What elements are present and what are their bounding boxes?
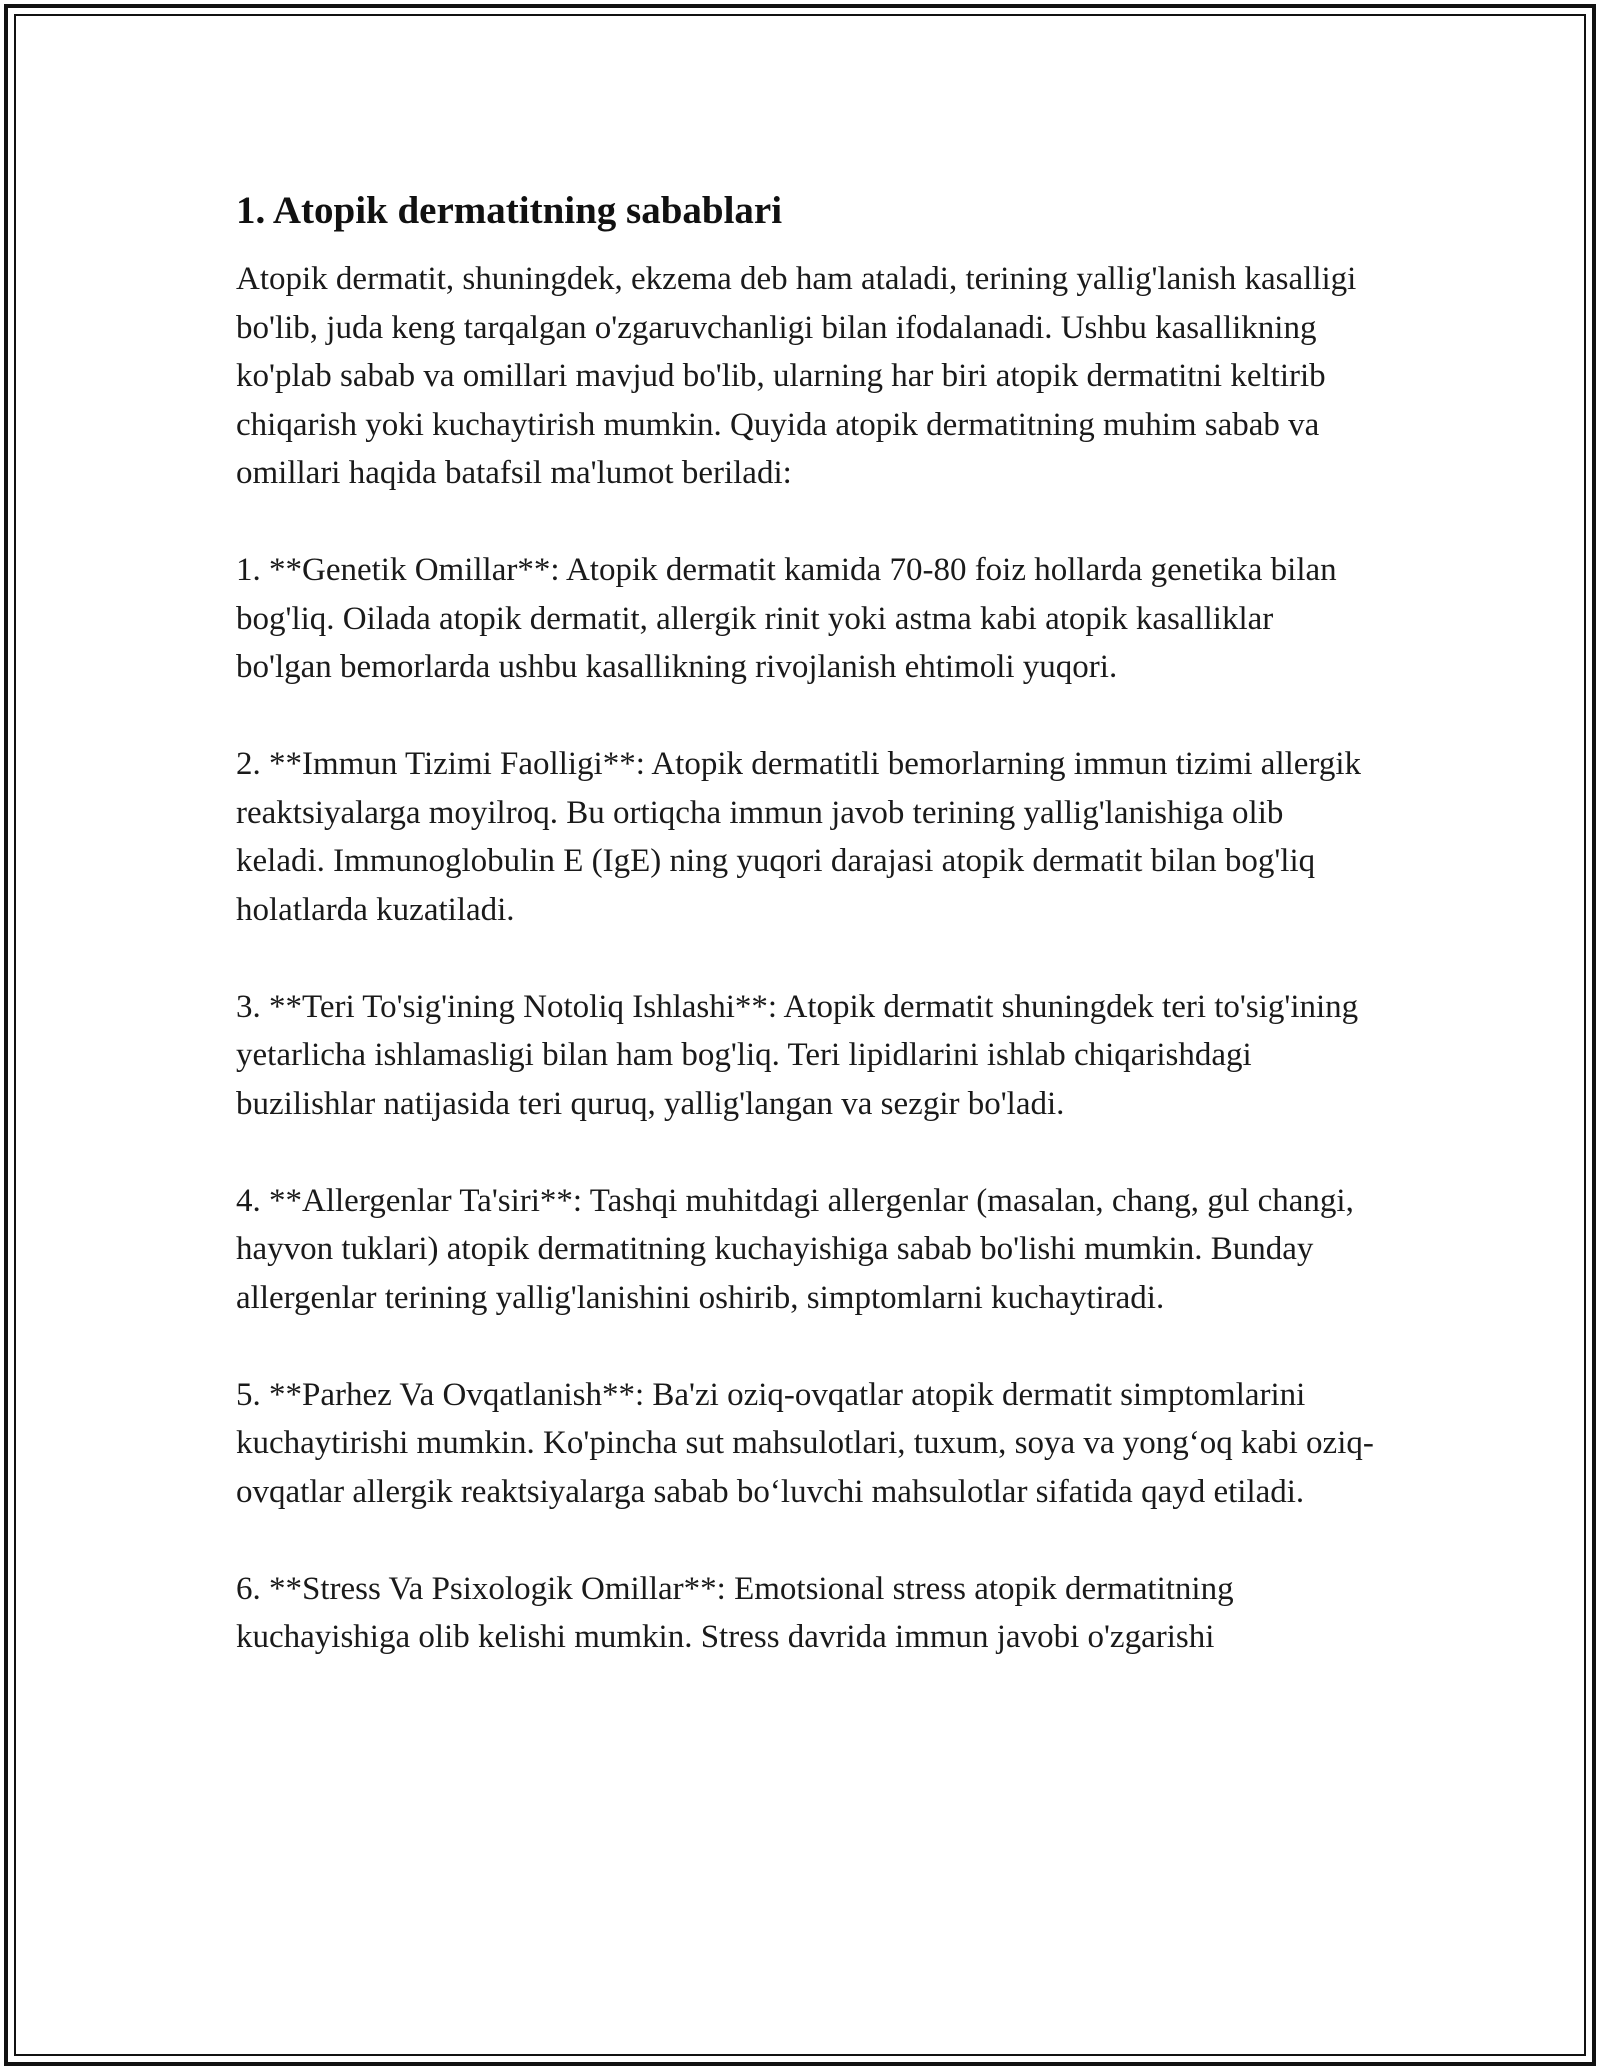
genetic-factors-paragraph: 1. **Genetik Omillar**: Atopik dermatit kamida 70-80 foiz hollarda genetika bilan bog'liq. Oilada atopik dermatit, allergik rinit yoki astma kabi atopik kasalliklar bo'lgan bemorlarda ushbu kasallikning rivojlanish ehtimoli yuqori. bbox=[236, 552, 1337, 685]
allergens-paragraph: 4. **Allergenlar Ta'siri**: Tashqi muhitdagi allergenlar (masalan, chang, gul changi, hayvon tuklari) atopik dermatitning kuchayishiga sabab bo'lishi mumkin. Bunday allergenlar terining yallig'lanishini oshirib, simptomlarni kuchaytiradi. bbox=[236, 1182, 1354, 1316]
diet-paragraph: 5. **Parhez Va Ovqatlanish**: Ba'zi oziq-ovqatlar atopik dermatit simptomlarini kuchaytirishi mumkin. Ko'pincha sut mahsulotlari, tuxum, soya va yong‘oq kabi oziq-ovqatlar allergik reaktsiyalarga sabab bo‘luvchi mahsulotlar sifatida qayd etiladi. bbox=[236, 1376, 1374, 1510]
section-heading: 1. Atopik dermatitning sabablari bbox=[236, 189, 783, 232]
document-body bbox=[236, 185, 1376, 1710]
stress-paragraph: 6. **Stress Va Psixologik Omillar**: Emotsional stress atopik dermatitning kuchayishiga olib kelishi mumkin. Stress davrida immun javobi o'zgarishi bbox=[236, 1570, 1234, 1655]
skin-barrier-paragraph: 3. **Teri To'sig'ining Notoliq Ishlashi**: Atopik dermatit shuningdek teri to'sig'ining yetarlicha ishlamasligi bilan ham bog'liq. Teri lipidlarini ishlab chiqarishdagi buzilishlar natijasida teri quruq, yallig'langan va sezgir bo'ladi. bbox=[236, 988, 1359, 1122]
intro-paragraph: Atopik dermatit, shuningdek, ekzema deb ham ataladi, terining yallig'lanish kasalligi bo'lib, juda keng tarqalgan o'zgaruvchanligi bilan ifodalanadi. Ushbu kasallikning ko'plab sabab va omillari mavjud bo'lib, ularning har biri atopik dermatitni keltirib chiqarish yoki kuchaytirish mumkin. Quyida atopik dermatitning muhim sabab va omillari haqida batafsil ma'lumot beriladi: bbox=[236, 261, 1357, 491]
immune-system-paragraph: 2. **Immun Tizimi Faolligi**: Atopik dermatitli bemorlarning immun tizimi allergik reaktsiyalarga moyilroq. Bu ortiqcha immun javob terining yallig'lanishiga olib keladi. Immunoglobulin E (IgE) ning yuqori darajasi atopik dermatit bilan bog'liq holatlarda kuzatiladi. bbox=[236, 746, 1361, 928]
